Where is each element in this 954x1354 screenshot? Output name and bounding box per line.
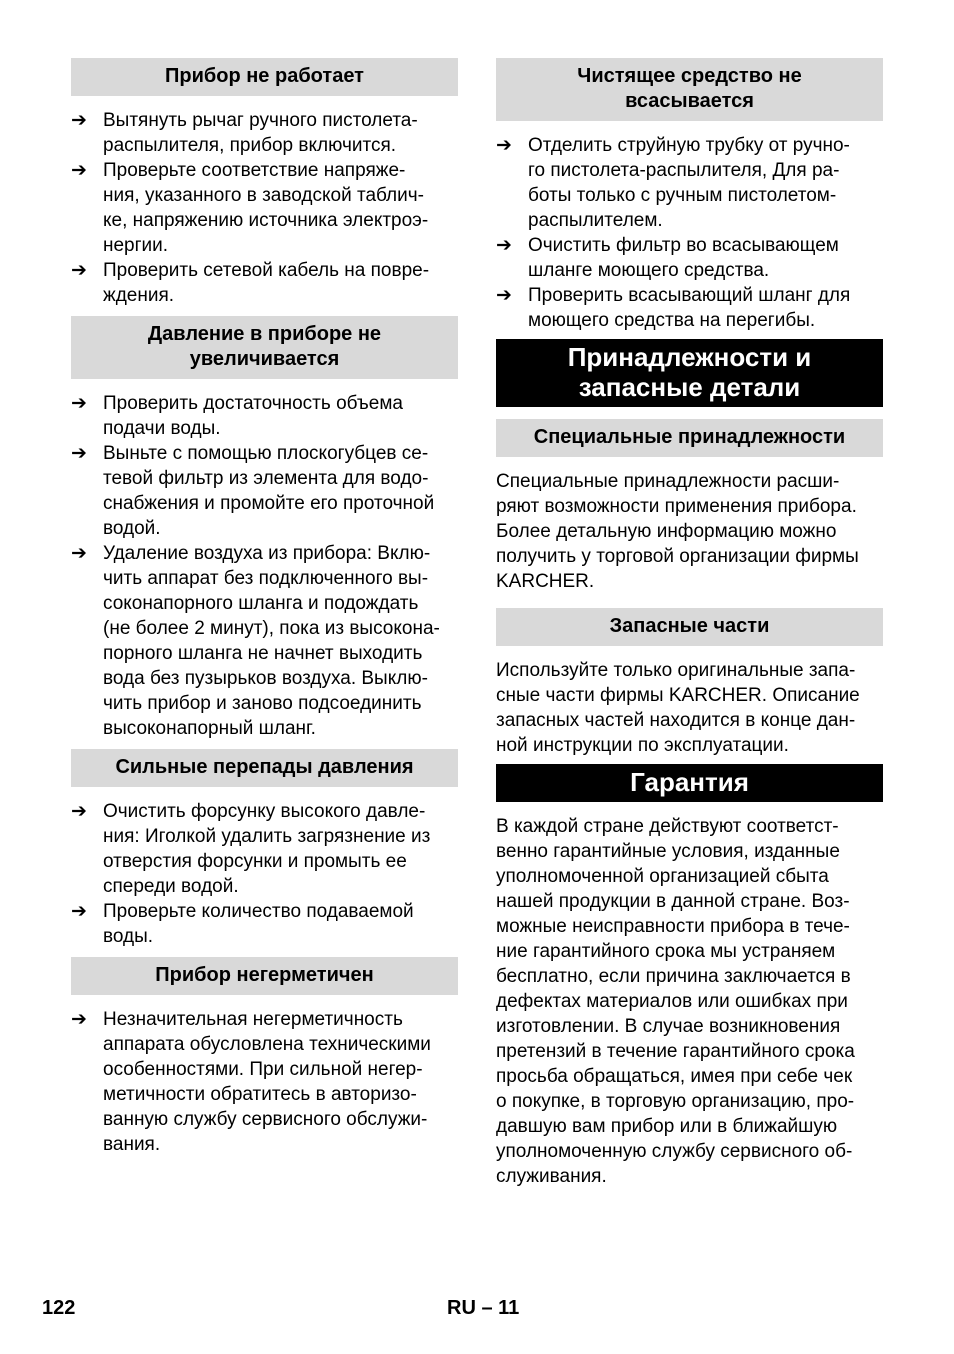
- arrow-right-icon: ➔: [71, 443, 87, 464]
- arrow-right-icon: ➔: [496, 135, 512, 156]
- list-item: ➔ Проверить всасывающий шланг для моющего средства на перегибы.: [496, 285, 851, 331]
- section-heading-device-leaking: Прибор негерметичен: [71, 957, 458, 995]
- section-heading-spare-parts: Запасные части: [496, 608, 883, 646]
- right-column: [496, 58, 883, 1195]
- main-heading-warranty: Гарантия: [496, 764, 883, 802]
- paragraph-warranty: В каждой стране действуют соответст- венно гарантийные условия, изданные уполномоченной организацией сбыта нашей продукции в данной стране. Воз- можные неисправности прибора в тече- ние гарантийного срока мы устраняем бесплатно, если причина заключается в дефектах материалов или ошибках при изготовлении. В случае возникновения претензий в течение гарантийного срока просьба обращаться, имея при себе чек о покупке, в торговую организацию, про- давшую вам прибор или в ближайшую уполномоченную службу сервисного об- служивания.: [496, 816, 855, 1187]
- list-item: ➔ Проверьте соответствие напряже- ния, указанного в заводской таблич- ке, напряжению источника электроэ- нергии.: [71, 160, 429, 256]
- page-number: 122: [42, 1297, 76, 1319]
- section-heading-device-not-working: Прибор не работает: [71, 58, 458, 96]
- arrow-right-icon: ➔: [71, 260, 87, 281]
- list-item: ➔ Выньте с помощью плоскогубцев се- тевой фильтр из элемента для водо- снабжения и промойте его проточной водой.: [71, 443, 435, 539]
- list-item: ➔ Проверьте количество подаваемой воды.: [71, 901, 414, 947]
- list-item: ➔ Проверить сетевой кабель на повре- ждения.: [71, 260, 430, 306]
- left-column: [71, 58, 458, 1157]
- section-heading-special-accessories: Специальные принадлежности: [496, 419, 883, 457]
- arrow-right-icon: ➔: [496, 235, 512, 256]
- list-item: ➔ Удаление воздуха из прибора: Вклю- чить аппарат без подключенного вы- соконапорного шланга и подождать (не более 2 минут), пока из высокона- порного шланга не начнет выходить вода без пузырьков воздуха. Выклю- чить прибор и заново подсоединить высоконапорный шланг.: [71, 543, 440, 739]
- arrow-right-icon: ➔: [71, 543, 87, 564]
- list-item: ➔ Проверить достаточность объема подачи воды.: [71, 393, 403, 439]
- arrow-right-icon: ➔: [496, 285, 512, 306]
- arrow-right-icon: ➔: [71, 160, 87, 181]
- paragraph-special-accessories: Специальные принадлежности расши- ряют возможности применения прибора. Более детальную информацию можно получить у торговой организации фирмы KARCHER.: [496, 471, 859, 592]
- section-heading-pressure-not-rising: Давление в приборе не увеличивается: [71, 316, 458, 379]
- list-item: ➔ Очистить фильтр во всасывающем шланге моющего средства.: [496, 235, 839, 281]
- list-item: ➔ Незначительная негерметичность аппарата обусловлена техническими особенностями. При сильной негер- метичности обратитесь в авторизо- ванную службу сервисного обслужи- вания.: [71, 1009, 431, 1155]
- list-item: ➔ Вытянуть рычаг ручного пистолета- распылителя, прибор включится.: [71, 110, 418, 156]
- arrow-right-icon: ➔: [71, 393, 87, 414]
- list-item: ➔ Очистить форсунку высокого давле- ния: Иголкой удалить загрязнение из отверстия форсунки и промыть ее спереди водой.: [71, 801, 431, 897]
- section-page-ref: RU – 11: [447, 1297, 520, 1319]
- list-item: ➔ Отделить струйную трубку от ручно- го пистолета-распылителя, Для ра- боты только с ручным пистолетом- распылителем.: [496, 135, 850, 231]
- main-heading-accessories: Принадлежности и запасные детали: [496, 339, 883, 407]
- arrow-right-icon: ➔: [71, 110, 87, 131]
- arrow-right-icon: ➔: [71, 801, 87, 822]
- section-heading-detergent-not-sucked: Чистящее средство не всасывается: [496, 58, 883, 121]
- arrow-right-icon: ➔: [71, 901, 87, 922]
- section-heading-pressure-fluctuations: Сильные перепады давления: [71, 749, 458, 787]
- arrow-right-icon: ➔: [71, 1009, 87, 1030]
- paragraph-spare-parts: Используйте только оригинальные запа- сные части фирмы KARCHER. Описание запасных частей находится в конце дан- ной инструкции по эксплуатации.: [496, 660, 860, 756]
